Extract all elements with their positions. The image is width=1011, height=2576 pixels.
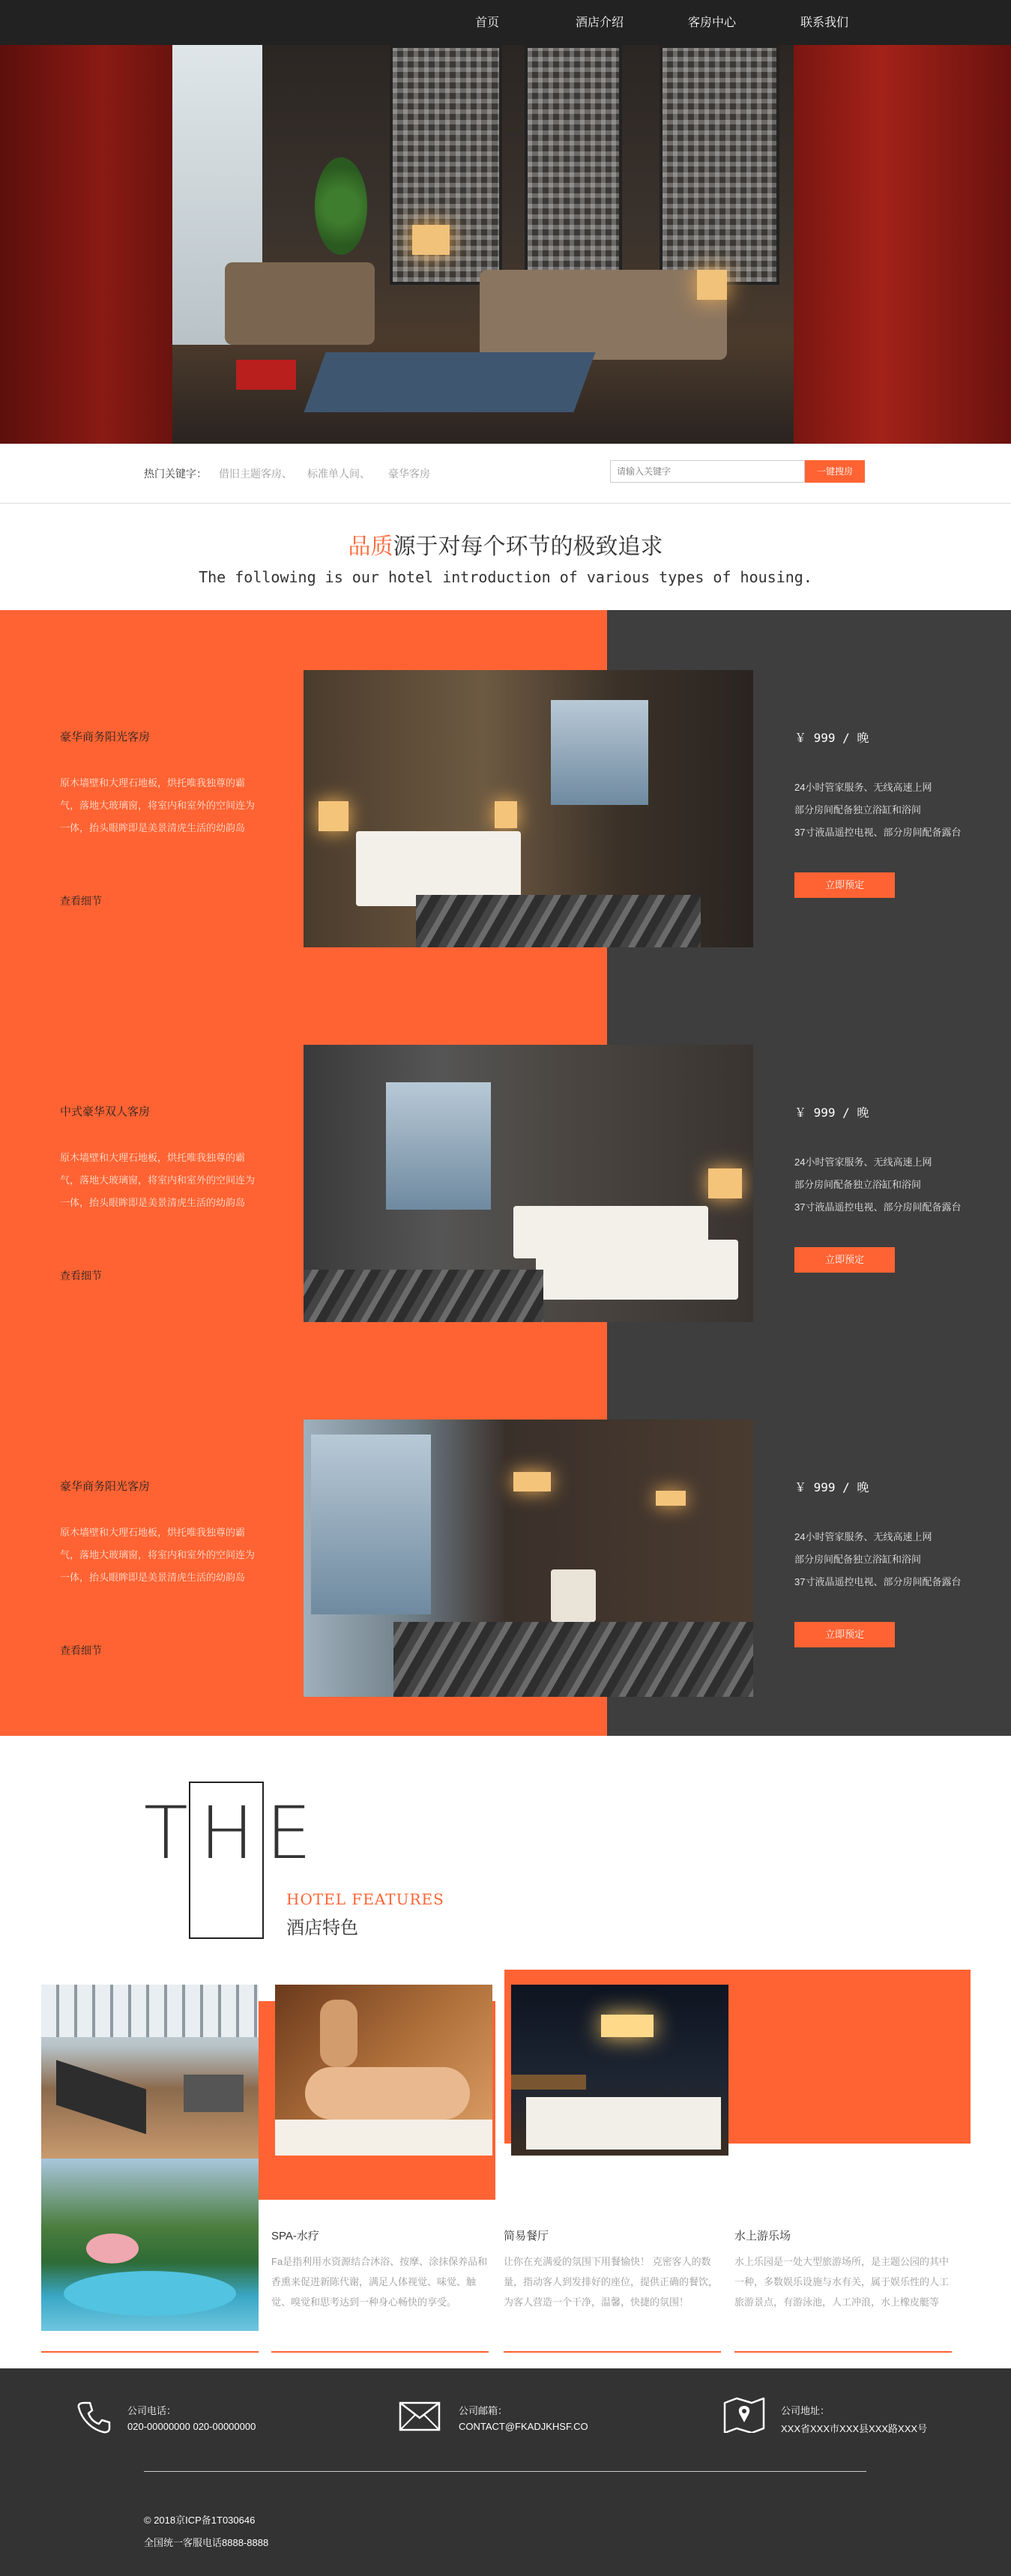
waterpark-photo-slide: [86, 2233, 139, 2263]
hot-keyword-link[interactable]: 豪华客房: [388, 468, 430, 480]
hero-screen-panel: [660, 45, 779, 285]
room-price: ￥ 999 / 晚: [794, 731, 869, 745]
feature-underline: [271, 2351, 489, 2353]
restaurant-photo-candles: [601, 2015, 654, 2037]
phone-icon: [75, 2398, 112, 2436]
hero-banner: [0, 45, 1011, 444]
hero-curtain-left: [0, 45, 172, 444]
room-features: [794, 776, 989, 844]
room-price: ￥ 999 / 晚: [794, 1105, 869, 1120]
nav-item-hotel-intro[interactable]: 酒店介绍: [575, 15, 624, 29]
room-feature: 37寸液晶遥控电视、部分房间配备露台: [794, 827, 962, 838]
customer-hotline: 全国统一客服电话8888-8888: [144, 2537, 269, 2548]
feature-desc-restaurant: 让你在充满爱的氛围下用餐愉快！ 克密客人的数量，指动客人到发排好的座位，提供正确的餐饮，为客人营造一个干净，温馨，快捷的氛围！: [504, 2256, 719, 2308]
spa-photo-towel: [275, 2120, 492, 2156]
room-feature: 部分房间配备独立浴缸和浴间: [794, 1179, 922, 1190]
email-label: 公司邮箱：: [459, 2405, 508, 2416]
mail-icon: [399, 2401, 441, 2431]
room-photo-bed: [536, 1240, 738, 1300]
feature-underline: [734, 2351, 952, 2353]
hero-plant: [315, 157, 367, 255]
room-photo: [304, 670, 753, 947]
address-value: XXX省XXX市XXX县XXX路XXX号: [781, 2423, 928, 2434]
room-feature: 24小时管家服务、无线高速上网: [794, 782, 932, 793]
hero-lamp: [697, 270, 727, 300]
hero-sofa: [480, 270, 727, 360]
feature-desc-waterpark: 水上乐园是一处大型旅游场所，是主题公园的其中一种，多数娱乐设施与水有关，属于娱乐性的人工旅游景点，有游泳池，人工冲浪，水上橡皮艇等: [734, 2256, 950, 2308]
search-input[interactable]: [610, 460, 805, 483]
room-photo: [304, 1045, 753, 1322]
book-now-button[interactable]: 立即预定: [794, 1622, 895, 1647]
hero-screen-panel: [525, 45, 622, 285]
footer-divider: [144, 2471, 866, 2472]
phone-label: 公司电话：: [127, 2405, 177, 2416]
section-title-accent: 品质: [348, 534, 393, 560]
icp-record: © 2018京ICP备1T030646: [144, 2515, 256, 2526]
hero-curtain-right: [794, 45, 1011, 444]
room-details-link[interactable]: 查看细节: [60, 1644, 102, 1656]
nav-item-home[interactable]: 首页: [474, 15, 499, 29]
room-photo-lamp: [319, 801, 348, 831]
feature-title-waterpark: 水上游乐场: [734, 2230, 791, 2242]
hero-armchair: [225, 262, 375, 345]
nav-item-contact[interactable]: 联系我们: [800, 15, 848, 29]
gym-photo-skylight: [41, 1985, 259, 2037]
room-details-link[interactable]: 查看细节: [60, 895, 102, 907]
room-feature: 部分房间配备独立浴缸和浴间: [794, 1554, 922, 1565]
hero-rug: [304, 352, 595, 412]
hero-red-box: [236, 360, 296, 390]
gym-photo-treadmills: [56, 2060, 146, 2135]
room-price: ￥ 999 / 晚: [794, 1480, 869, 1494]
room-photo-lamp: [495, 801, 517, 828]
nav-item-rooms[interactable]: 客房中心: [687, 15, 736, 29]
room-feature: 37寸液晶遥控电视、部分房间配备露台: [794, 1576, 962, 1587]
hot-keywords-label: 热门关键字：: [144, 468, 207, 480]
room-details-link[interactable]: 查看细节: [60, 1270, 102, 1282]
features-heading-cn: 酒店特色: [286, 1917, 358, 1938]
map-icon: [723, 2395, 765, 2433]
room-feature: 部分房间配备独立浴缸和浴间: [794, 804, 922, 815]
spa-photo-person: [305, 2067, 470, 2120]
section-title-rest: 源于对每个环节的极致追求: [393, 534, 663, 560]
email-value[interactable]: CONTACT@FKADJKHSF.CO: [459, 2421, 588, 2432]
room-photo-chandelier: [656, 1491, 686, 1506]
room-feature: 24小时管家服务、无线高速上网: [794, 1531, 932, 1542]
room-features: [794, 1151, 989, 1219]
room-photo-carpet: [416, 895, 701, 947]
features-heading-en: HOTEL FEATURES: [286, 1890, 444, 1908]
room-photo: [304, 1420, 753, 1697]
search-bar: [0, 444, 1011, 504]
room-features: [794, 1526, 989, 1593]
restaurant-photo-table: [526, 2097, 721, 2150]
room-photo-window: [386, 1082, 491, 1210]
restaurant-photo-lights: [511, 2075, 586, 2090]
waterpark-photo: [41, 2159, 259, 2331]
book-now-button[interactable]: 立即预定: [794, 872, 895, 898]
room-photo-armchair: [551, 1569, 596, 1622]
room-photo-window: [311, 1435, 431, 1614]
room-title: 豪华商务阳光客房: [60, 1479, 151, 1493]
book-now-button[interactable]: 立即预定: [794, 1247, 895, 1273]
section-subtitle: The following is our hotel introduction of various types of housing.: [199, 568, 812, 586]
room-photo-lamp: [708, 1168, 742, 1198]
address-label: 公司地址：: [781, 2405, 830, 2416]
hot-keyword-link[interactable]: 借旧主题客房、: [219, 468, 292, 480]
room-feature: 24小时管家服务、无线高速上网: [794, 1156, 932, 1168]
room-description: 原木墙壁和大理石地板，烘托唯我独尊的霸气，落地大玻璃窗，将室内和室外的空间连为一体，抬头眼眸即是美景清虎生活的幼韵岛: [60, 777, 256, 833]
feature-underline: [41, 2351, 259, 2353]
room-feature: 37寸液晶遥控电视、部分房间配备露台: [794, 1201, 962, 1213]
hot-keyword-link[interactable]: 标准单人间、: [307, 468, 370, 480]
feature-title-spa: SPA-水疗: [271, 2230, 319, 2242]
room-title: 豪华商务阳光客房: [60, 730, 151, 743]
phone-value: 020-00000000 020-00000000: [127, 2421, 256, 2432]
search-button[interactable]: 一键搜房: [805, 460, 865, 483]
section-title: [0, 528, 1011, 561]
room-photo-chandelier: [513, 1472, 551, 1491]
room-title: 中式豪华双人客房: [60, 1105, 151, 1118]
waterpark-photo-pool: [64, 2271, 236, 2316]
top-navigation: [0, 0, 1011, 45]
the-heading: THE: [144, 1791, 324, 1875]
feature-title-restaurant: 简易餐厅: [504, 2230, 549, 2242]
room-photo-carpet: [304, 1270, 543, 1322]
gym-photo-machines: [184, 2075, 244, 2112]
restaurant-photo: [511, 1985, 728, 2156]
room-description: 原木墙壁和大理石地板，烘托唯我独尊的霸气，落地大玻璃窗，将室内和室外的空间连为一体，抬头眼眸即是美景清虎生活的幼韵岛: [60, 1152, 256, 1208]
spa-photo-hand: [320, 2000, 357, 2067]
room-photo-window: [551, 700, 648, 805]
feature-desc-spa: Fa是指利用水资源结合沐浴、按摩、涂抹保养品和香熏来促进新陈代谢，满足人体视觉、味觉、触觉、嗅觉和思考达到一种身心畅快的享受。: [271, 2256, 488, 2308]
feature-underline: [504, 2351, 721, 2353]
room-photo-carpet: [393, 1622, 753, 1697]
room-description: 原木墙壁和大理石地板，烘托唯我独尊的霸气，落地大玻璃窗，将室内和室外的空间连为一体，抬头眼眸即是美景清虎生活的幼韵岛: [60, 1527, 256, 1583]
hero-lamp: [412, 225, 450, 255]
gym-photo: [41, 1985, 259, 2159]
spa-photo: [275, 1985, 492, 2156]
